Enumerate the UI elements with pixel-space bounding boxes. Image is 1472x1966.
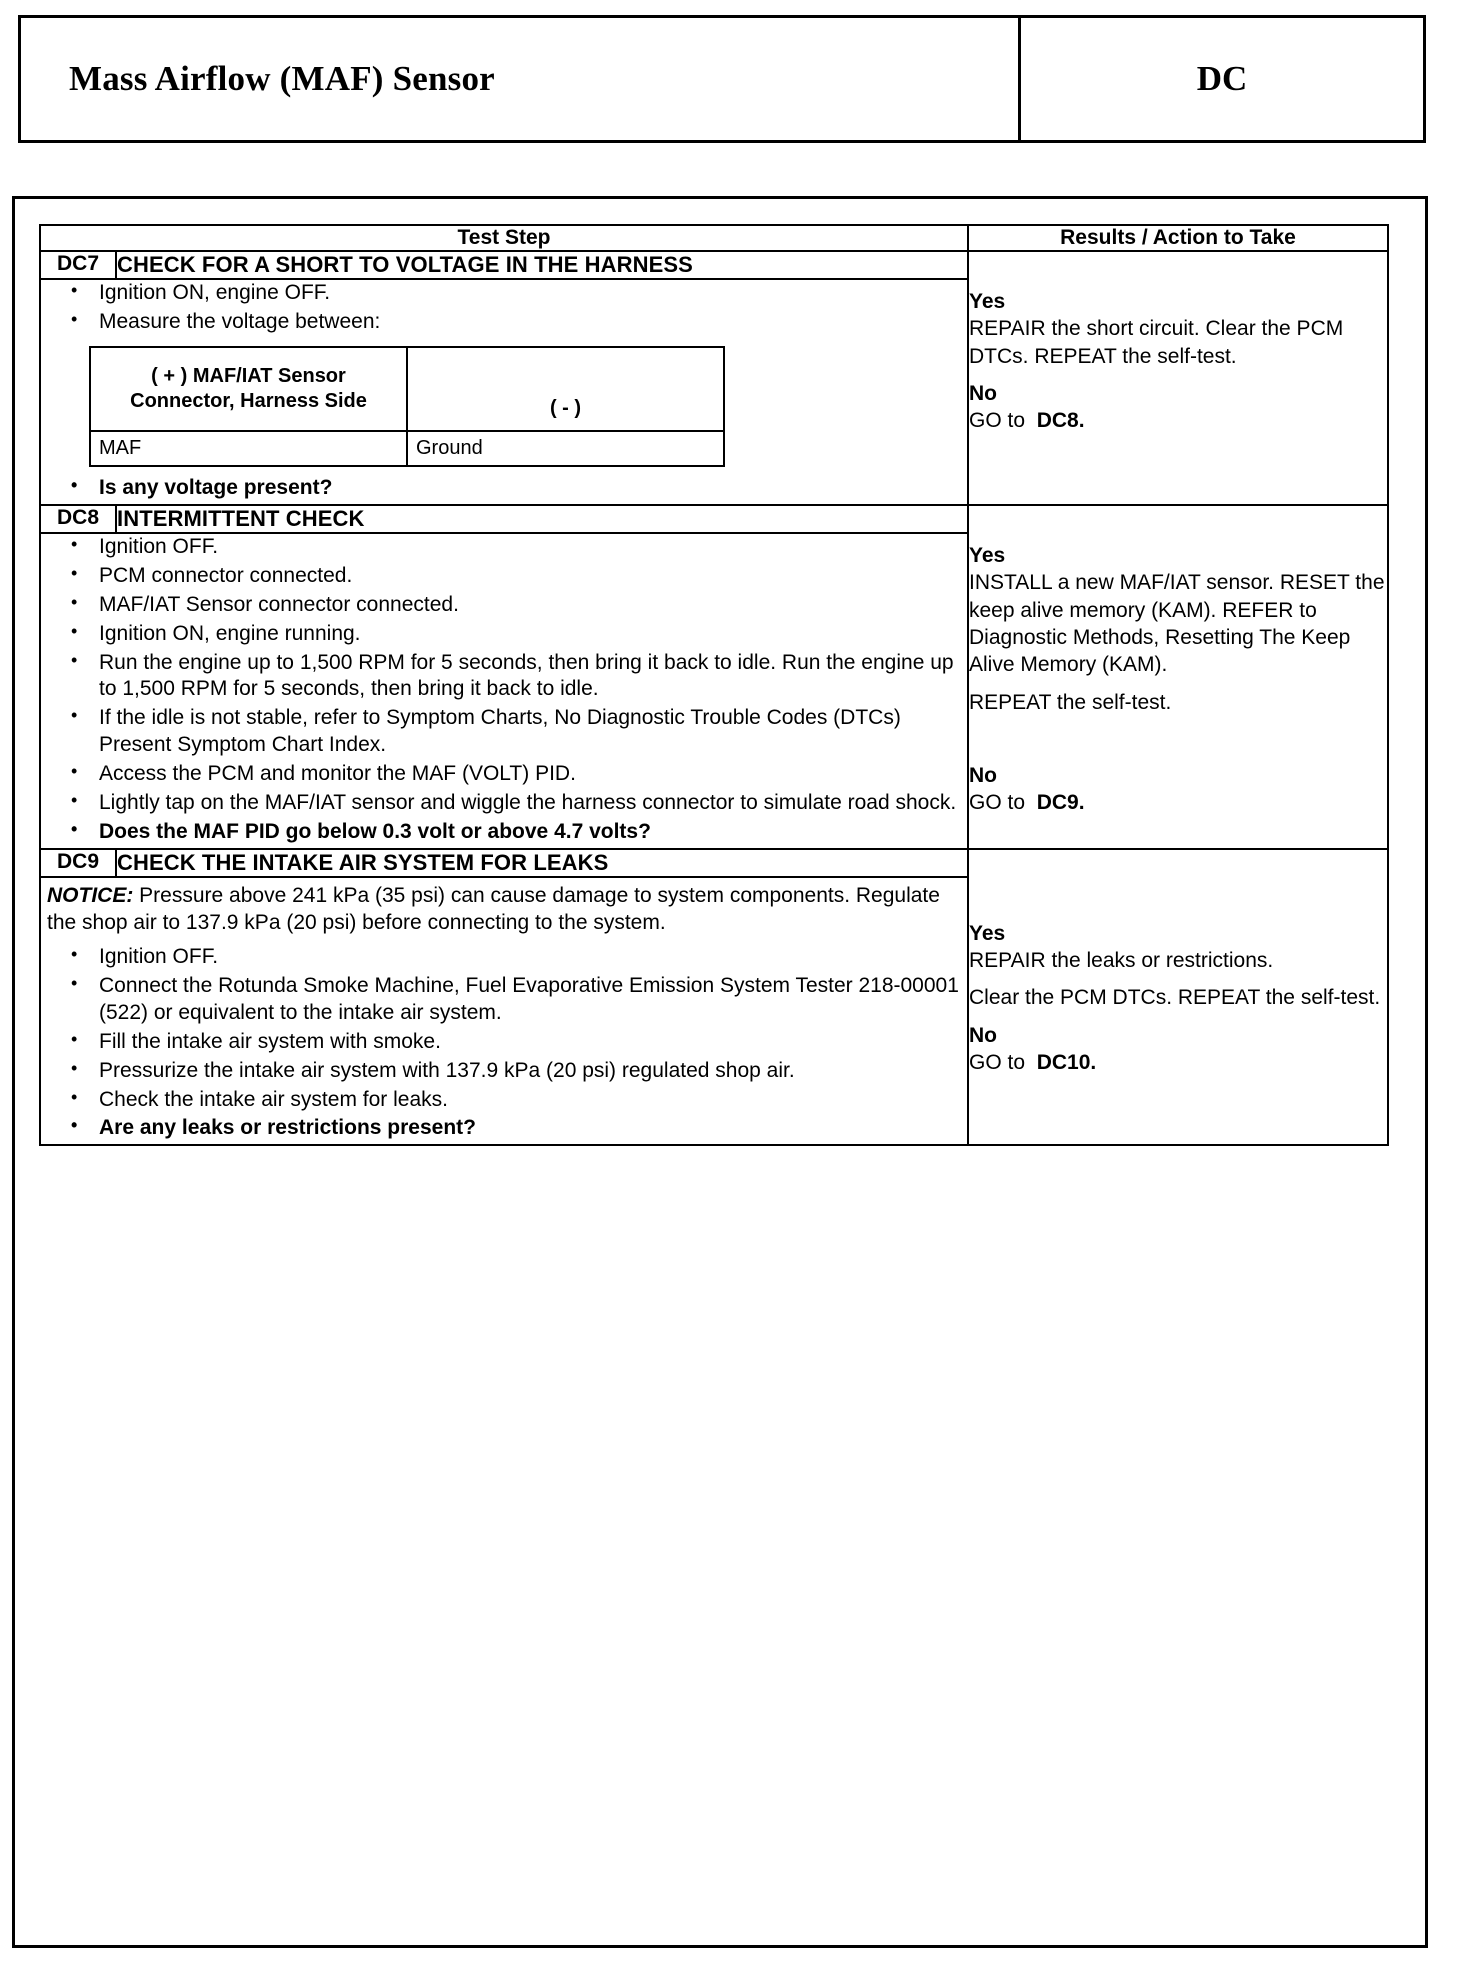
list-item: • Access the PCM and monitor the MAF (VOLT) PID. (41, 761, 967, 788)
subtable-cell-maf: MAF (90, 431, 407, 466)
results-no-action-dc8 (969, 789, 1387, 816)
header-code-cell (1021, 18, 1423, 140)
table-row (90, 347, 724, 431)
results-yes-text-dc7: REPAIR the short circuit. Clear the PCM DTCs. REPEAT the self-test. (969, 317, 1344, 368)
list-item: • Check the intake air system for leaks. (41, 1087, 967, 1114)
results-no-action-dc7 (969, 407, 1387, 434)
results-yes-text2-dc8: REPEAT the self-test. (969, 690, 1172, 714)
results-yes-label-dc8: Yes (969, 544, 1006, 568)
subtable-cell-ground: Ground (407, 431, 724, 466)
results-no-label-dc9: No (969, 1023, 997, 1047)
results-spacer (969, 252, 1387, 286)
list-item: • If the idle is not stable, refer to Symptom Charts, No Diagnostic Trouble Codes (DTCs) Present Symptom Chart Index. (41, 705, 967, 759)
list-item: • Run the engine up to 1,500 RPM for 5 seconds, then bring it back to idle. Run the engine up to 1,500 RPM for 5 seconds, then bring it back to idle. (41, 650, 967, 704)
list-item: • Is any voltage present? (41, 475, 967, 502)
list-item: • Ignition ON, engine running. (41, 621, 967, 648)
table-row (40, 849, 1388, 877)
list-item: • Measure the voltage between: (41, 309, 967, 336)
results-no-code-dc9: DC10. (1036, 1050, 1097, 1074)
measurement-subtable (89, 346, 725, 467)
table-row (90, 431, 724, 466)
table-row (40, 251, 1388, 279)
step-title-dc9: CHECK THE INTAKE AIR SYSTEM FOR LEAKS (116, 849, 968, 877)
results-no-code-dc7: DC8. (1036, 409, 1085, 433)
results-no-label-dc8: No (969, 763, 997, 787)
results-yes-text2-dc9: Clear the PCM DTCs. REPEAT the self-test. (969, 986, 1381, 1010)
results-spacer (969, 850, 1387, 884)
step-title-dc7: CHECK FOR A SHORT TO VOLTAGE IN THE HARNESS (116, 251, 968, 279)
results-cell-dc9 (968, 849, 1388, 1146)
bullet-list-dc7 (41, 280, 967, 336)
section-code: DC (1196, 59, 1248, 98)
page-title: Mass Airflow (MAF) Sensor (69, 59, 495, 98)
list-item: • Ignition OFF. (41, 534, 967, 561)
results-spacer (969, 506, 1387, 540)
subtable-header-positive: ( + ) MAF/IAT Sensor Connector, Harness Side (90, 347, 407, 431)
results-cell-dc7 (968, 251, 1388, 505)
results-no-action-dc9 (969, 1049, 1387, 1076)
notice-label: NOTICE: (47, 883, 134, 907)
results-no-text-dc7: GO to (969, 409, 1026, 433)
results-no-text-dc9: GO to (969, 1050, 1026, 1074)
step-id-dc9: DC9 (40, 849, 116, 877)
list-item: • Connect the Rotunda Smoke Machine, Fuel Evaporative Emission System Tester 218-00001 (522) or equivalent to the intake air system. (41, 973, 967, 1027)
results-cell-dc8 (968, 505, 1388, 849)
list-item: • Are any leaks or restrictions present? (41, 1115, 967, 1142)
step-body-dc9 (40, 877, 968, 1146)
bullet-list-dc7-question (41, 475, 967, 502)
list-item: • Ignition ON, engine OFF. (41, 280, 967, 307)
column-header-results: Results / Action to Take (968, 225, 1388, 251)
results-no-label-dc7: No (969, 381, 997, 405)
results-no-text-dc8: GO to (969, 791, 1026, 815)
bullet-list-dc9 (41, 944, 967, 1142)
measurement-subtable-wrap (89, 346, 967, 467)
page-header (18, 15, 1426, 143)
step-body-dc8 (40, 533, 968, 849)
list-item: • MAF/IAT Sensor connector connected. (41, 592, 967, 619)
list-item: • Ignition OFF. (41, 944, 967, 971)
notice-block-dc9 (47, 882, 967, 937)
list-item: • Pressurize the intake air system with 137.9 kPa (20 psi) regulated shop air. (41, 1058, 967, 1085)
chart-frame (12, 196, 1428, 1948)
bullet-list-dc8 (41, 534, 967, 846)
step-title-dc8: INTERMITTENT CHECK (116, 505, 968, 533)
list-item: • Fill the intake air system with smoke. (41, 1029, 967, 1056)
table-header-row (40, 225, 1388, 251)
subtable-header-negative: ( - ) (407, 347, 724, 431)
table-row (40, 505, 1388, 533)
results-yes-text-dc8: INSTALL a new MAF/IAT sensor. RESET the keep alive memory (KAM). REFER to Diagnostic Methods, Resetting The Keep Alive Memory (KAM). (969, 571, 1385, 677)
header-title-cell (21, 18, 1021, 140)
list-item: • Does the MAF PID go below 0.3 volt or above 4.7 volts? (41, 819, 967, 846)
diagnostic-chart-table (39, 224, 1389, 1146)
results-no-code-dc8: DC9. (1036, 791, 1085, 815)
results-yes-text-dc9: REPAIR the leaks or restrictions. (969, 948, 1274, 972)
results-yes-label-dc9: Yes (969, 921, 1006, 945)
results-spacer (969, 884, 1387, 918)
notice-text: Pressure above 241 kPa (35 psi) can cause damage to system components. Regulate the shop air to 137.9 kPa (20 psi) before connecting to the system. (47, 883, 940, 934)
step-id-dc7: DC7 (40, 251, 116, 279)
step-id-dc8: DC8 (40, 505, 116, 533)
column-header-test-step: Test Step (40, 225, 968, 251)
results-spacer (969, 726, 1387, 760)
step-body-dc7 (40, 279, 968, 505)
list-item: • PCM connector connected. (41, 563, 967, 590)
list-item: • Lightly tap on the MAF/IAT sensor and wiggle the harness connector to simulate road shock. (41, 790, 967, 817)
results-yes-label-dc7: Yes (969, 290, 1006, 313)
